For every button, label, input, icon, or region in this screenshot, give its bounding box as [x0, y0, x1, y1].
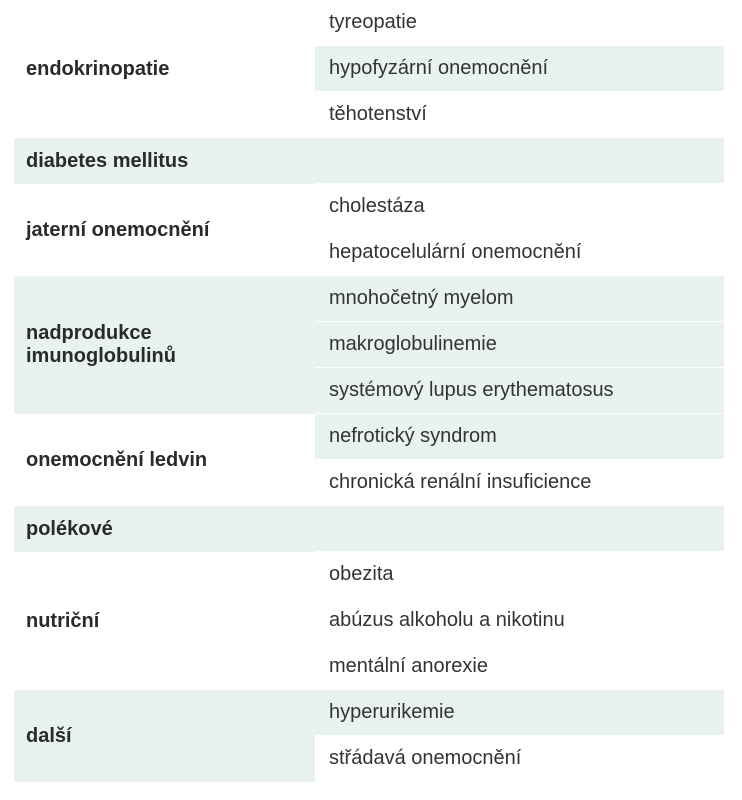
category-cell: nadprodukce imunoglobulinů [14, 276, 315, 414]
item-cell: makroglobulinemie [315, 322, 724, 368]
item-cell: tyreopatie [315, 0, 724, 46]
item-cell: hypofyzární onemocnění [315, 46, 724, 92]
item-cell-empty [315, 506, 724, 552]
item-cell: cholestáza [315, 184, 724, 230]
table-row [14, 184, 724, 230]
table-row [14, 552, 724, 598]
item-cell: abúzus alkoholu a nikotinu [315, 598, 724, 644]
category-cell: nutriční [14, 552, 315, 690]
item-cell: systémový lupus erythematosus [315, 368, 724, 414]
item-cell: hepatocelulární onemocnění [315, 230, 724, 276]
category-cell: polékové [14, 506, 315, 552]
table-row [14, 506, 724, 552]
item-cell-empty [315, 138, 724, 184]
category-cell: další [14, 690, 315, 782]
category-cell: jaterní onemocnění [14, 184, 315, 276]
item-cell: střádavá onemocnění [315, 736, 724, 782]
causes-table [14, 0, 724, 782]
table-row [14, 138, 724, 184]
item-cell: nefrotický syndrom [315, 414, 724, 460]
table-row [14, 0, 724, 46]
category-cell: endokrinopatie [14, 0, 315, 138]
causes-table-body [14, 0, 724, 782]
item-cell: mentální anorexie [315, 644, 724, 690]
category-cell: onemocnění ledvin [14, 414, 315, 506]
item-cell: hyperurikemie [315, 690, 724, 736]
category-cell: diabetes mellitus [14, 138, 315, 184]
item-cell: obezita [315, 552, 724, 598]
item-cell: mnohočetný myelom [315, 276, 724, 322]
item-cell: těhotenství [315, 92, 724, 138]
table-row [14, 276, 724, 322]
table-row [14, 690, 724, 736]
item-cell: chronická renální insuficience [315, 460, 724, 506]
table-row [14, 414, 724, 460]
